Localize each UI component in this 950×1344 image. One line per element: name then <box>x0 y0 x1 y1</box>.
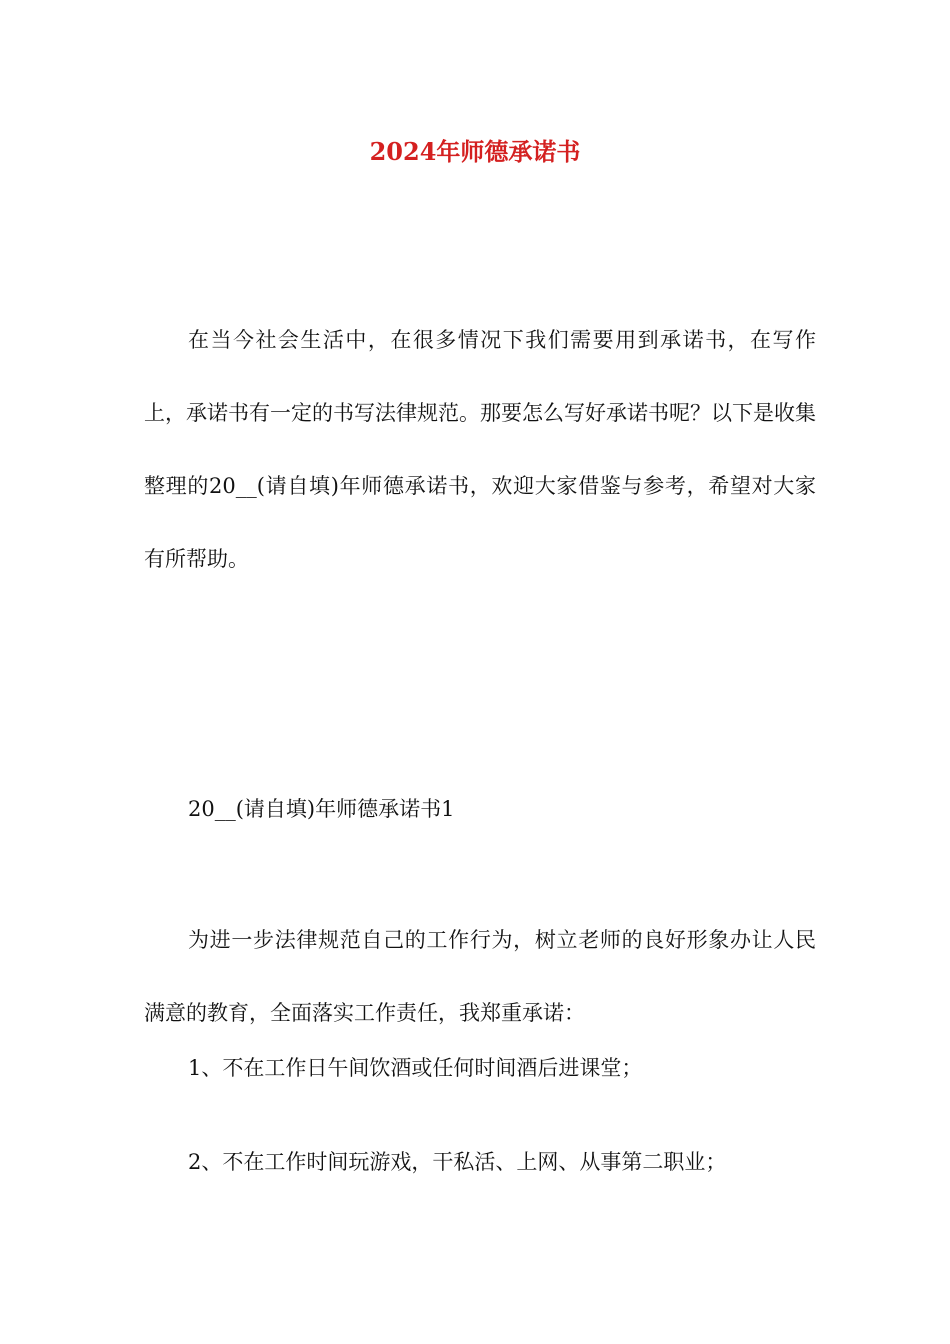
intro-paragraph: 在当今社会生活中，在很多情况下我们需要用到承诺书，在写作上，承诺书有一定的书写法律规范。那要怎么写好承诺书呢？以下是收集整理的20__(请自填)年师德承诺书，欢迎大家借鉴与参考，希望对大家有所帮助。 <box>144 328 816 571</box>
section-intro-paragraph: 为进一步法律规范自己的工作行为，树立老师的良好形象办让人民满意的教育，全面落实工作责任，我郑重承诺： <box>144 928 816 1025</box>
section-heading: 20__(请自填)年师德承诺书1 <box>188 797 455 821</box>
commitment-item-2: 2、不在工作时间玩游戏，干私活、上网、从事第二职业； <box>188 1150 727 1174</box>
document-title: 2024年师德承诺书 <box>369 137 581 166</box>
commitment-item-1: 1、不在工作日午间饮酒或任何时间酒后进课堂； <box>188 1056 643 1080</box>
